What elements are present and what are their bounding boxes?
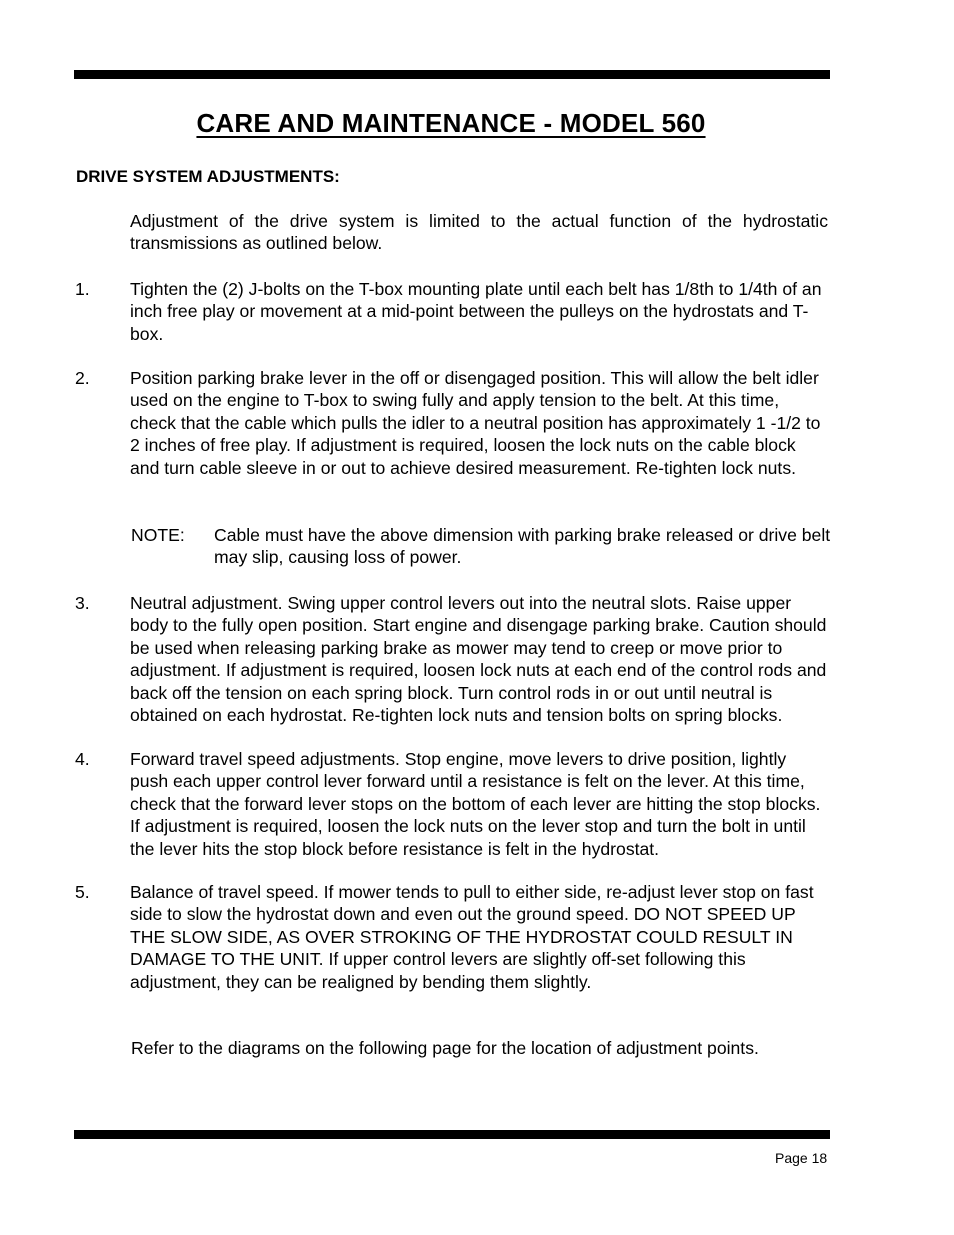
note-text: Cable must have the above dimension with parking brake released or drive belt may slip, causing loss of power. [214,525,831,568]
list-item-text: Position parking brake lever in the off or disengaged position. This will allow the belt idler used on the engine to T-box to swing fully and apply tension to the belt. At this time, check that the cable which pulls the idler to a neutral position has approximately 1 -1/2 to 2 inches of free play. If adjustment is required, loosen the lock nuts on the cable block and turn cable sleeve in or out to achieve desired measurement. Re-tighten lock nuts. [130,368,821,478]
list-item-number: 3. [75,593,90,613]
list-item-text: Balance of travel speed. If mower tends to pull to either side, re-adjust lever stop on fast side to slow the hydrostat down and even out the ground speed. DO NOT SPEED UP THE SLOW SIDE, AS OVER STROKING OF THE HYDROSTAT COULD RESULT IN DAMAGE TO THE UNIT. If upper control levers are slightly off-set following this adjustment, they can be realigned by bending them slightly. [130,882,814,992]
section-heading: DRIVE SYSTEM ADJUSTMENTS: [76,167,340,186]
intro-paragraph: Adjustment of the drive system is limited to the actual function of the hydrostatic transmissions as outlined below. [130,211,828,254]
refer-paragraph: Refer to the diagrams on the following page for the location of adjustment points. [131,1038,759,1058]
top-rule [74,70,830,79]
note-label: NOTE: [131,525,185,545]
list-item-number: 4. [75,749,90,769]
page-title: CARE AND MAINTENANCE - MODEL 560 [196,108,706,138]
list-item-number: 1. [75,279,90,299]
list-item-text: Neutral adjustment. Swing upper control levers out into the neutral slots. Raise upper body to the fully open position. Start engine and disengage parking brake. Caution should be used when releasing parking brake as mower may tend to creep or move prior to adjustment. If adjustment is required, loosen lock nuts at each end of the control rods and back off the tension on each spring block. Turn control rods in or out until neutral is obtained on each hydrostat. Re-tighten lock nuts and tension bolts on spring blocks. [130,593,827,726]
page-number: Page 18 [775,1150,828,1166]
bottom-rule [74,1130,830,1139]
list-item-text: Tighten the (2) J-bolts on the T-box mounting plate until each belt has 1/8th to 1/4th of an inch free play or movement at a mid-point between the pulleys on the hydrostats and T-box. [130,279,822,344]
list-item-text: Forward travel speed adjustments. Stop engine, move levers to drive position, lightly push each upper control lever forward until a resistance is felt on the lever. At this time, check that the forward lever stops on the bottom of each lever are hitting the stop blocks. If adjustment is required, loosen the lock nuts on the lever stop and turn the bolt in until the lever hits the stop block before resistance is felt in the hydrostat. [130,749,821,859]
list-item-number: 5. [75,882,90,902]
list-item-number: 2. [75,368,90,388]
